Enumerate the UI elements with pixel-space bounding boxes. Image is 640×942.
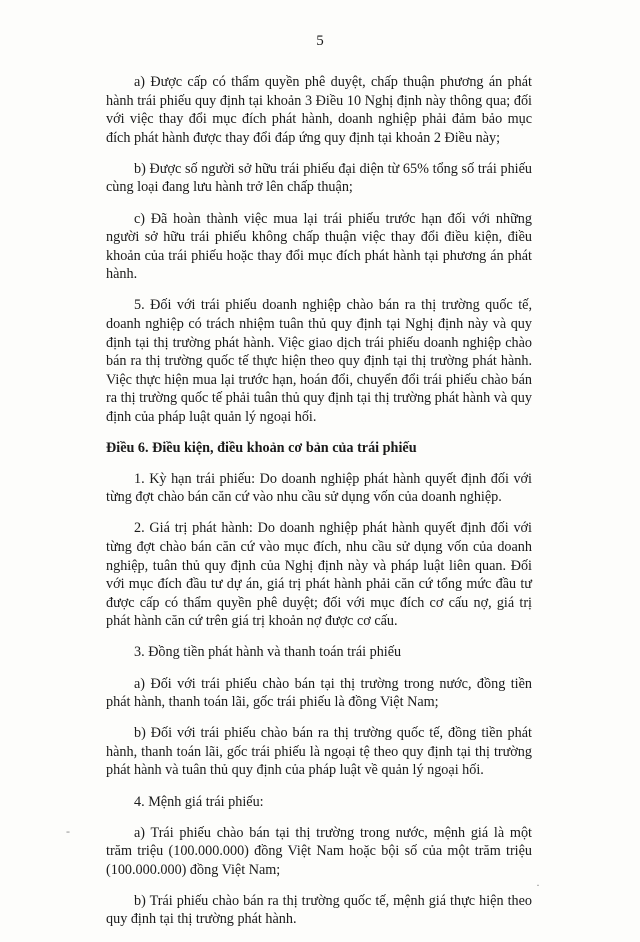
paragraph-currency: 3. Đồng tiền phát hành và thanh toán trái phiếu <box>134 644 402 661</box>
document-body <box>106 73 532 942</box>
article-heading: Điều 6. Điều kiện, điều khoản cơ bản của trái phiếu <box>106 440 417 457</box>
paragraph-currency-b: b) Đối với trái phiếu chào bán ra thị trường quốc tế, đồng tiền phát hành, thanh toán lãi, gốc trái phiếu là ngoại tệ theo quy định tại thị trường phát hành và tuân thủ quy định của pháp luật về quản lý ngoại hối. <box>106 725 532 779</box>
paragraph-issue-value: 2. Giá trị phát hành: Do doanh nghiệp phát hành quyết định đối với từng đợt chào bán căn cứ vào mục đích, nhu cầu sử dụng vốn của doanh nghiệp, tuân thủ quy định của Nghị định này và pháp luật liên quan. Đối với mục đích đầu tư dự án, giá trị phát hành phải căn cứ tổng mức đầu tư được cấp có thẩm quyền phê duyệt; đối với mục đích cơ cấu nợ, giá trị phát hành căn cứ trên giá trị khoản nợ được cơ cấu. <box>106 520 532 630</box>
paragraph-5: 5. Đối với trái phiếu doanh nghiệp chào bán ra thị trường quốc tế, doanh nghiệp có trách nhiệm tuân thủ quy định tại Nghị định này và quy định tại thị trường phát hành. Việc giao dịch trái phiếu doanh nghiệp chào bán ra thị trường quốc tế thực hiện theo quy định tại thị trường phát hành. Việc thực hiện mua lại trước hạn, hoán đổi, chuyển đổi trái phiếu chào bán ra thị trường quốc tế phải tuân thủ quy định tại thị trường phát hành và quy định của pháp luật quản lý ngoại hối. <box>106 297 532 425</box>
paragraph-4b: b) Được số người sở hữu trái phiếu đại diện từ 65% tổng số trái phiếu cùng loại đang lưu hành trở lên chấp thuận; <box>106 160 532 196</box>
paragraph-4c: c) Đã hoàn thành việc mua lại trái phiếu trước hạn đối với những người sở hữu trái phiếu không chấp thuận việc thay đổi điều kiện, điều khoản của trái phiếu hoặc thay đổi mục đích phát hành tại phương án phát hành. <box>106 210 532 283</box>
margin-dot-mark: · <box>536 878 540 892</box>
page-number: 5 <box>316 33 324 49</box>
paragraph-face-value-b: b) Trái phiếu chào bán ra thị trường quốc tế, mệnh giá thực hiện theo quy định tại thị trường phát hành. <box>106 892 532 928</box>
paragraph-4a: a) Được cấp có thẩm quyền phê duyệt, chấp thuận phương án phát hành trái phiếu quy định tại khoản 3 Điều 10 Nghị định này thông qua; đối với việc thay đổi mục đích phát hành, doanh nghiệp phải đảm bảo mục đích phát hành được thay đổi đáp ứng quy định tại khoản 2 Điều này; <box>106 74 532 146</box>
paragraph-currency-a: a) Đối với trái phiếu chào bán tại thị trường trong nước, đồng tiền phát hành, thanh toán lãi, gốc trái phiếu là đồng Việt Nam; <box>106 675 532 711</box>
paragraph-face-value-a: a) Trái phiếu chào bán tại thị trường trong nước, mệnh giá là một trăm triệu (100.000.000) đồng Việt Nam hoặc bội số của một trăm triệu (100.000.000) đồng Việt Nam; <box>106 824 532 878</box>
paragraph-term: 1. Kỳ hạn trái phiếu: Do doanh nghiệp phát hành quyết định đối với từng đợt chào bán căn cứ vào nhu cầu sử dụng vốn của doanh nghiệp. <box>106 470 532 506</box>
margin-dash-mark: - <box>66 824 70 838</box>
paragraph-face-value: 4. Mệnh giá trái phiếu: <box>134 793 264 810</box>
